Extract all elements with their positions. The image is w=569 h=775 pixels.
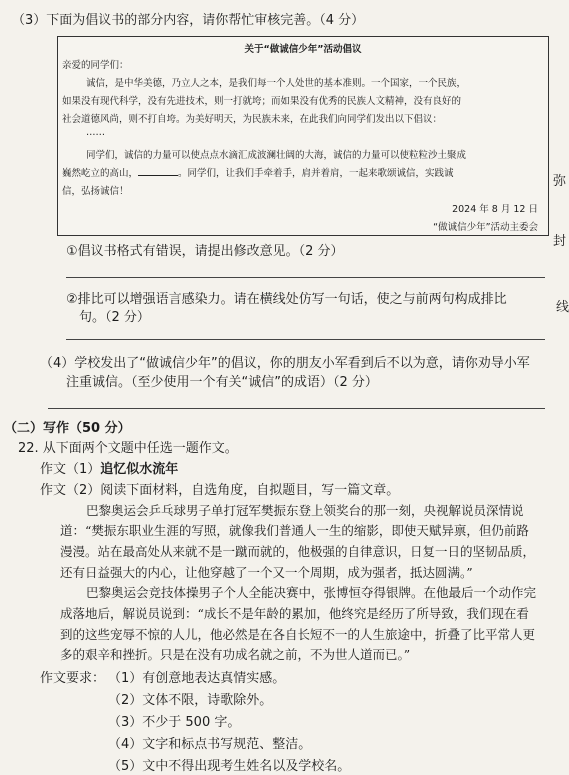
proposal-line: 诚信，是中华美德，乃立人之本，是我们每一个人处世的基本准则。一个国家，一个民族， bbox=[86, 78, 467, 89]
essay-option-1-title: 追忆似水流年 bbox=[100, 462, 179, 477]
proposal-line: 信，弘扬诚信！ bbox=[62, 186, 129, 197]
essay-option-2: 作文（2）阅读下面材料，自选角度，自拟题目，写一篇文章。 bbox=[40, 483, 400, 498]
q3-sub2: ②排比可以增强语言感染力。请在横线处仿写一句话，使之与前两句构成排比 bbox=[66, 292, 507, 307]
proposal-organizer: “做诚信少年”活动主委会 bbox=[433, 222, 538, 233]
material-line: 道：“樊振东职业生涯的写照，就像我们普通人一生的缩影，即使天赋异禀，但仍前路 bbox=[60, 523, 529, 538]
seal-char: 线 bbox=[556, 300, 569, 315]
requirement-item: （5）文中不得出现考生姓名以及学校名。 bbox=[108, 759, 351, 774]
proposal-title: 关于“做诚信少年”活动倡议 bbox=[244, 44, 362, 55]
proposal-line: 同学们，诚信的力量可以使点点水滴汇成波澜壮阔的大海，诚信的力量可以使粒粒沙土聚成 bbox=[86, 150, 467, 161]
proposal-line: 如果没有现代科学，没有先进技术，则一打就垮；而如果没有优秀的民族人文精神，没有良好的 bbox=[62, 96, 462, 107]
material-line: 漫漫。站在最高处从来就不是一蹴而就的，他极强的自律意识，日复一日的坚韧品质， bbox=[60, 544, 536, 559]
q3-stem: （3）下面为倡议书的部分内容，请你帮忙审核完善。（4 分） bbox=[12, 13, 365, 28]
essay-option-1 bbox=[40, 458, 178, 477]
proposal-ellipsis: …… bbox=[86, 127, 105, 138]
q22-stem: 22. 从下面两个文题中任选一题作文。 bbox=[18, 441, 238, 456]
proposal-greeting: 亲爱的同学们： bbox=[62, 60, 129, 71]
q3-sub2-cont: 句。（2 分） bbox=[79, 310, 150, 325]
requirements-label: 作文要求： bbox=[40, 671, 106, 686]
proposal-line-part: 。同学们，让我们手牵着手，肩并着肩，一起来歌颂诚信，实践诚 bbox=[178, 168, 454, 179]
q4-line2: 注重诚信。（至少使用一个有关“诚信”的成语）（2 分） bbox=[66, 375, 378, 390]
fill-blank[interactable] bbox=[138, 166, 178, 176]
section-heading: （二）写作（50 分） bbox=[4, 421, 131, 436]
answer-line[interactable] bbox=[48, 408, 545, 409]
answer-line[interactable] bbox=[66, 277, 545, 278]
material-line: 还有日益强大的内心，让他穿越了一个又一个周期，成为强者，抵达圆满。” bbox=[60, 565, 473, 580]
proposal-line bbox=[62, 165, 454, 179]
material-line: 多的艰辛和挫折。只是在没有功成名就之前，不为世人道而已。” bbox=[60, 647, 411, 662]
material-line: 到的这些宠辱不惊的人儿，他必然是在各自长短不一的人生旅途中，折叠了比平常人更 bbox=[60, 627, 536, 642]
answer-line[interactable] bbox=[66, 339, 545, 340]
requirement-item: （4）文字和标点书写规范、整洁。 bbox=[108, 737, 312, 752]
seal-char: 弥 bbox=[553, 174, 567, 189]
q3-sub1: ①倡议书格式有错误，请提出修改意见。（2 分） bbox=[66, 244, 344, 259]
q4-line1: （4）学校发出了“做诚信少年”的倡议，你的朋友小军看到后不以为意，请你劝导小军 bbox=[40, 356, 530, 371]
essay-option-1-label: 作文（1） bbox=[40, 462, 101, 477]
material-line: 巴黎奥运会乒乓球男子单打冠军樊振东登上领奖台的那一刻，央视解说员深情说 bbox=[86, 503, 524, 518]
requirement-item: （2）文体不限，诗歌除外。 bbox=[108, 693, 273, 708]
requirement-item: （1）有创意地表达真情实感。 bbox=[108, 671, 286, 686]
proposal-date: 2024 年 8 月 12 日 bbox=[452, 204, 538, 215]
requirement-item: （3）不少于 500 字。 bbox=[108, 715, 241, 730]
proposal-line-part: 巍然屹立的高山， bbox=[62, 168, 139, 179]
seal-char: 封 bbox=[553, 234, 567, 249]
proposal-line: 社会道德风尚，则不打自垮。为美好明天，为民族未来，在此我们向同学们发出以下倡议： bbox=[62, 114, 443, 125]
material-line: 巴黎奥运会竞技体操男子个人全能决赛中，张博恒夺得银牌。在他最后一个动作完 bbox=[86, 585, 537, 600]
proposal-box bbox=[57, 36, 549, 236]
material-line: 成落地后，解说员说到：“成长不是年龄的累加，他终究是经历了所导致，我们现在看 bbox=[60, 606, 529, 621]
